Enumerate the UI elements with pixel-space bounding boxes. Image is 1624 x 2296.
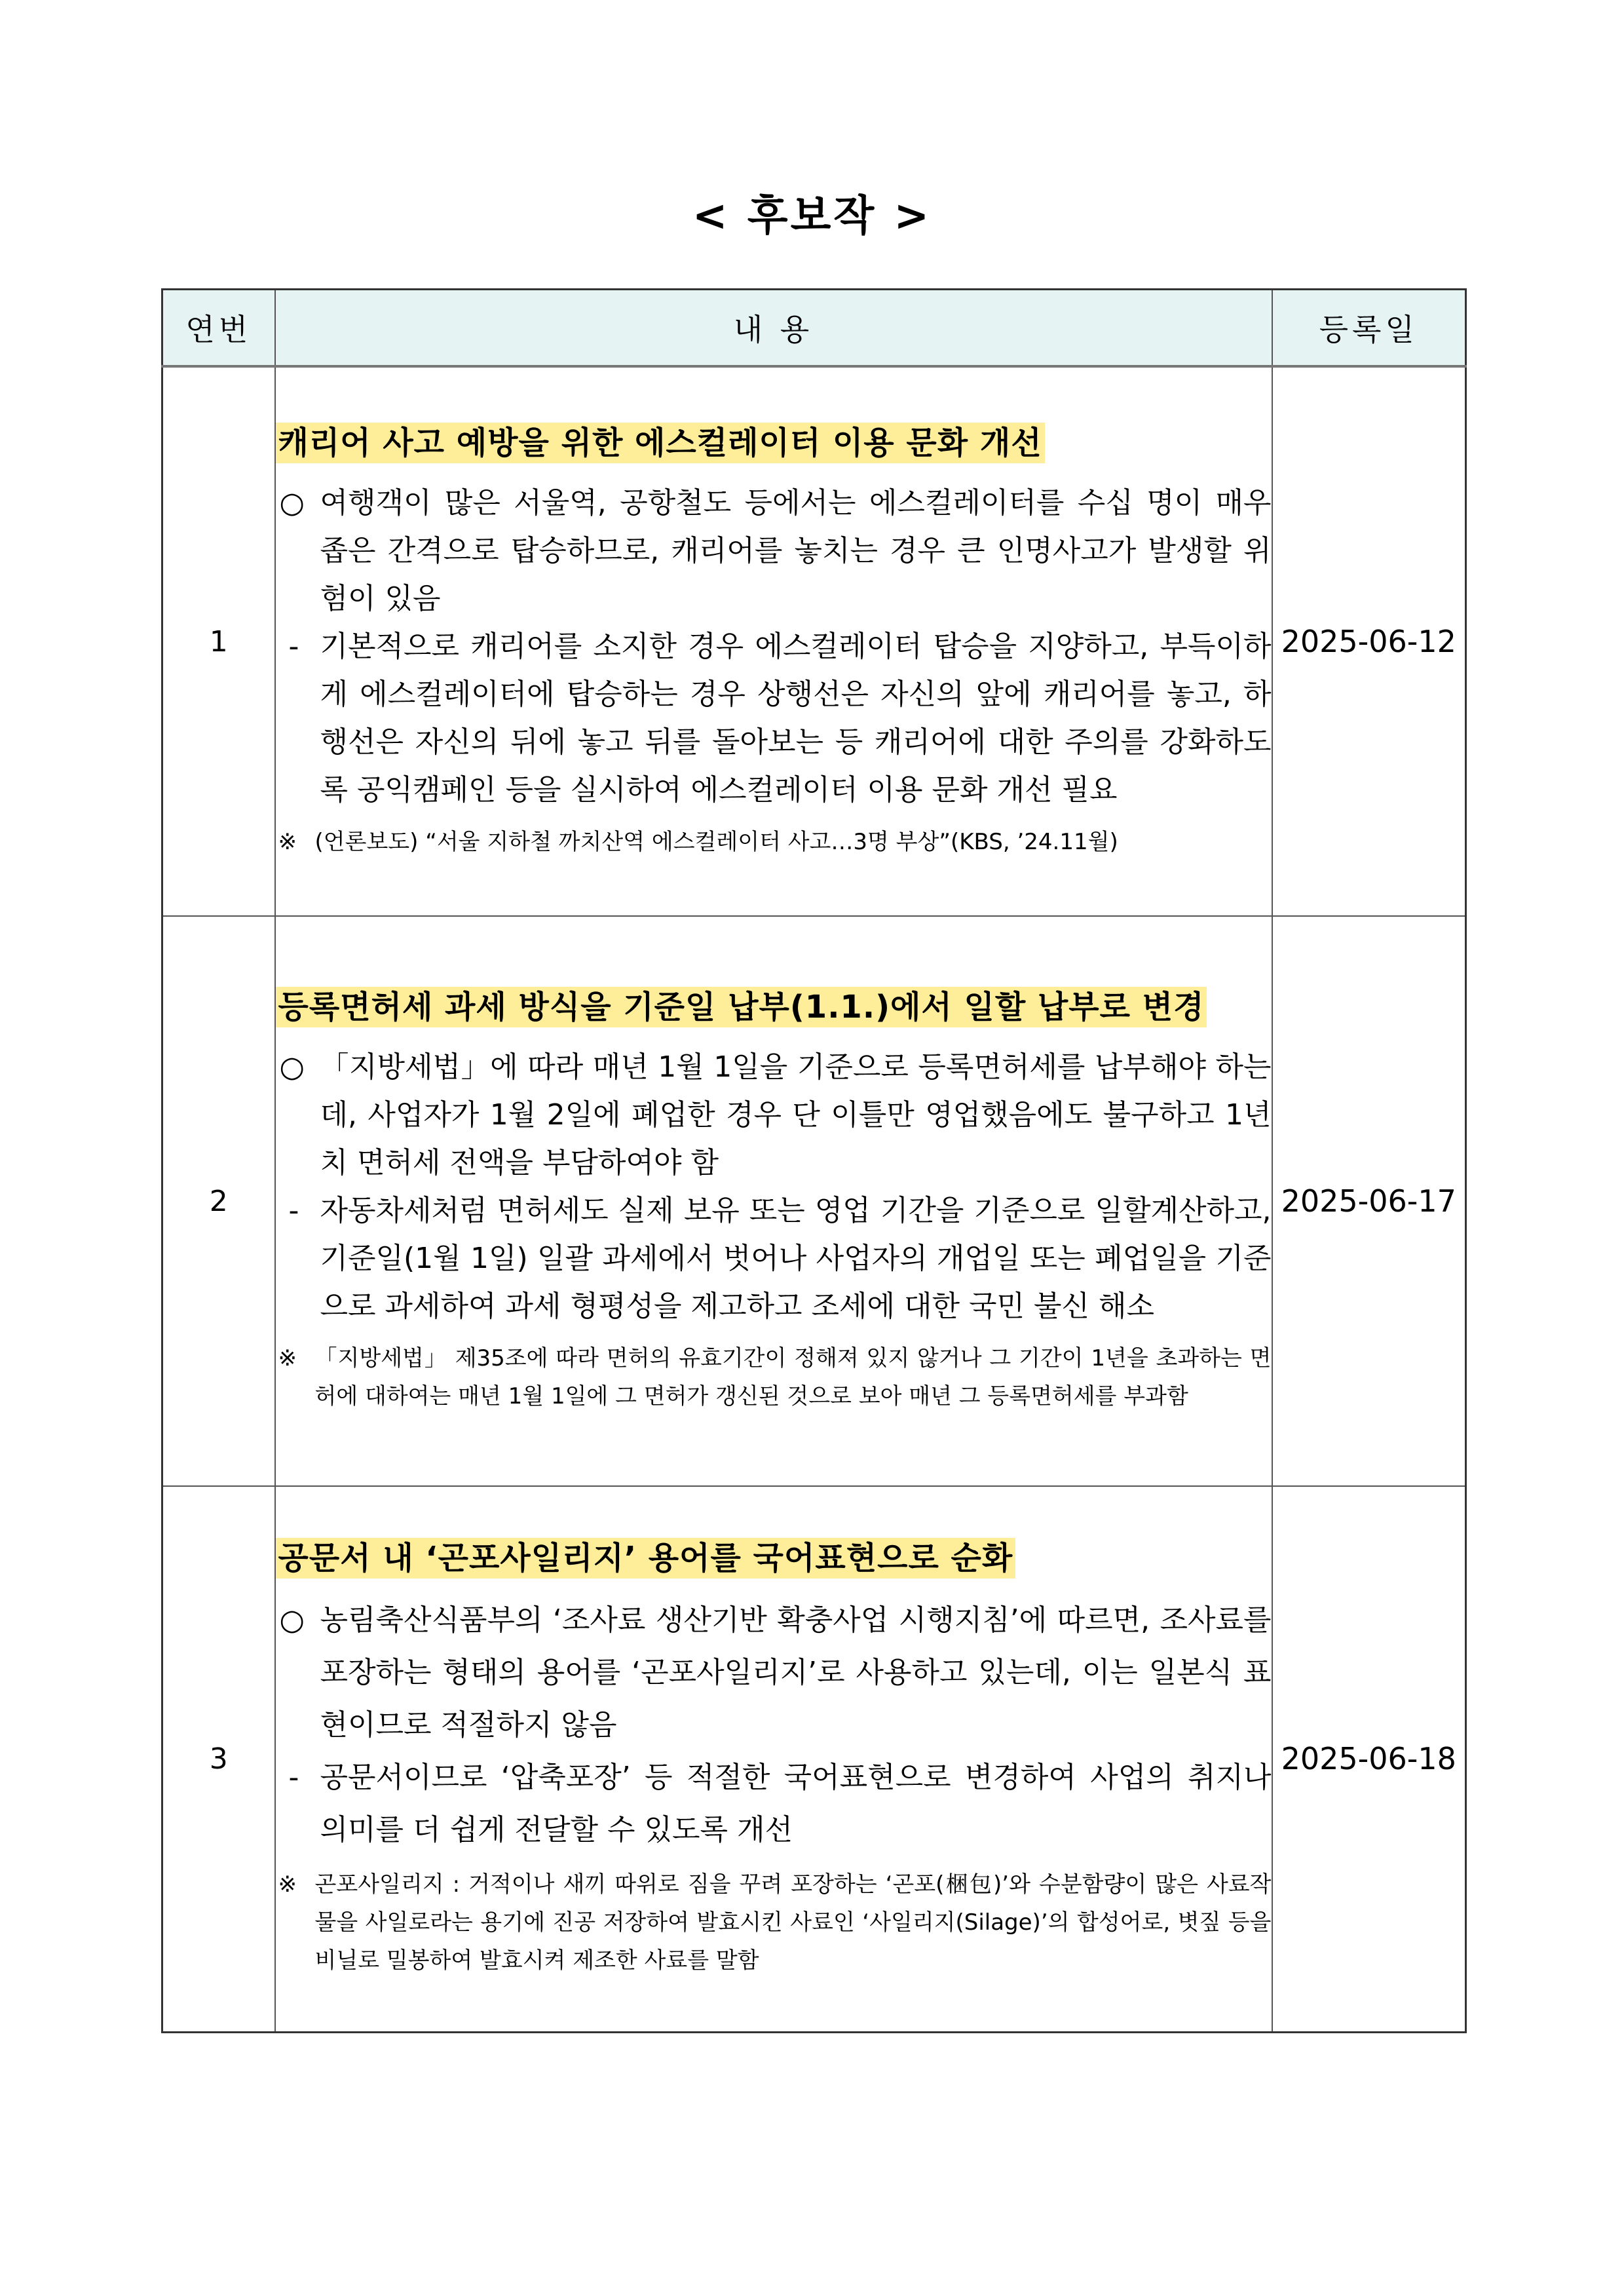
table-header-row (162, 290, 1466, 367)
circle-bullet-icon: ○ (279, 486, 305, 520)
proposal-heading: 캐리어 사고 예방을 위한 에스컬레이터 이용 문화 개선 (276, 423, 1045, 463)
row-content (275, 916, 1272, 1486)
row-number: 2 (162, 916, 275, 1486)
bullet-paragraph (276, 479, 1272, 622)
row-date: 2025-06-17 (1272, 916, 1466, 1486)
dash-bullet-icon: - (288, 1194, 299, 1227)
circle-bullet-icon: ○ (279, 1603, 305, 1637)
dash-bullet-icon: - (288, 1761, 299, 1795)
paragraph-text: 공문서이므로 ‘압축포장’ 등 적절한 국어표현으로 변경하여 사업의 취지나 의미를 더 쉽게 전달할 수 있도록 개선 (320, 1761, 1272, 1847)
header-number: 연번 (162, 290, 275, 367)
dash-paragraph (276, 1751, 1272, 1856)
reference-note (276, 823, 1272, 861)
reference-mark-icon: ※ (278, 1871, 297, 1898)
note-text: 곤포사일리지 : 거적이나 새끼 따위로 짐을 꾸려 포장하는 ‘곤포(梱包)’와 수분함량이 많은 사료작물을 사일로라는 용기에 진공 저장하여 발효시킨 사료인 ‘사일리지(Silage)’의 합성어로, 볏짚 등을 비닐로 밀봉하여 발효시켜 제조한 사료를 말함 (314, 1871, 1272, 1974)
table-row (162, 1486, 1466, 2032)
candidates-table (161, 288, 1467, 2033)
reference-note (276, 1339, 1272, 1415)
dash-paragraph (276, 1187, 1272, 1330)
note-text: 「지방세법」 제35조에 따라 면허의 유효기간이 정해져 있지 않거나 그 기간이 1년을 초과하는 면허에 대하여는 매년 1월 1일에 그 면허가 갱신된 것으로 보아 매년 그 등록면허세를 부과함 (314, 1345, 1272, 1409)
paragraph-text: 여행객이 많은 서울역, 공항철도 등에서는 에스컬레이터를 수십 명이 매우 좁은 간격으로 탑승하므로, 캐리어를 놓치는 경우 큰 인명사고가 발생할 위험이 있음 (320, 486, 1272, 615)
row-number: 1 (162, 366, 275, 916)
paragraph-text: 기본적으로 캐리어를 소지한 경우 에스컬레이터 탑승을 지양하고, 부득이하게 에스컬레이터에 탑승하는 경우 상행선은 자신의 앞에 캐리어를 놓고, 하행선은 자신의 뒤에 놓고 뒤를 돌아보는 등 캐리어에 대한 주의를 강화하도록 공익캠페인 등을 실시하여 에스컬레이터 이용 문화 개선 필요 (320, 629, 1272, 807)
dash-paragraph (276, 622, 1272, 814)
header-date: 등록일 (1272, 290, 1466, 367)
bullet-paragraph (276, 1043, 1272, 1187)
paragraph-text: 「지방세법」에 따라 매년 1월 1일을 기준으로 등록면허세를 납부해야 하는데, 사업자가 1월 2일에 폐업한 경우 단 이틀만 영업했음에도 불구하고 1년치 면허세 전액을 부담하여야 함 (320, 1050, 1272, 1179)
row-date: 2025-06-12 (1272, 366, 1466, 916)
circle-bullet-icon: ○ (279, 1050, 305, 1084)
page-title: < 후보작 > (692, 192, 932, 240)
table-row (162, 366, 1466, 916)
reference-mark-icon: ※ (278, 1345, 297, 1371)
reference-note (276, 1866, 1272, 1980)
paragraph-text: 농림축산식품부의 ‘조사료 생산기반 확충사업 시행지침’에 따르면, 조사료를 포장하는 형태의 용어를 ‘곤포사일리지’로 사용하고 있는데, 이는 일본식 표현이므로 적절하지 않음 (320, 1603, 1272, 1742)
proposal-heading: 등록면허세 과세 방식을 기준일 납부(1.1.)에서 일할 납부로 변경 (276, 987, 1207, 1027)
row-content (275, 366, 1272, 916)
row-content (275, 1486, 1272, 2032)
proposal-heading: 공문서 내 ‘곤포사일리지’ 용어를 국어표현으로 순화 (276, 1538, 1016, 1578)
row-number: 3 (162, 1486, 275, 2032)
row-date: 2025-06-18 (1272, 1486, 1466, 2032)
table-row (162, 916, 1466, 1486)
dash-bullet-icon: - (288, 629, 299, 663)
note-text: (언론보도) “서울 지하철 까치산역 에스컬레이터 사고…3명 부상”(KBS, ’24.11월) (314, 828, 1118, 855)
paragraph-text: 자동차세처럼 면허세도 실제 보유 또는 영업 기간을 기준으로 일할계산하고, 기준일(1월 1일) 일괄 과세에서 벗어나 사업자의 개업일 또는 폐업일을 기준으로 과세하여 과세 형평성을 제고하고 조세에 대한 국민 불신 해소 (320, 1194, 1272, 1323)
reference-mark-icon: ※ (278, 828, 297, 855)
bullet-paragraph (276, 1594, 1272, 1751)
header-content: 내 용 (275, 290, 1272, 367)
